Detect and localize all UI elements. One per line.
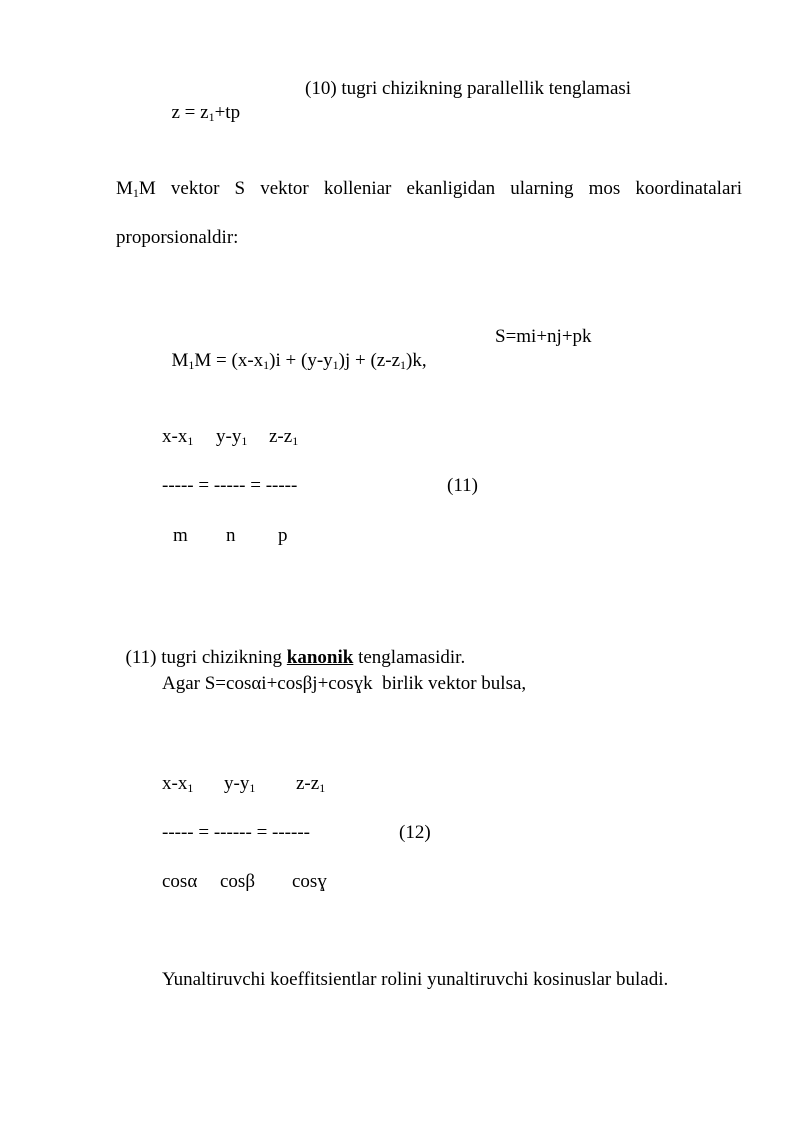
eq-part: y-y: [224, 773, 250, 794]
subscript: 1: [132, 186, 139, 200]
canonical-sentence: [116, 622, 465, 670]
eq11-label: (11): [447, 475, 478, 496]
subscript: 1: [400, 358, 406, 372]
eq12-dashes: ----- = ------ = ------: [162, 822, 310, 843]
subscript: 1: [188, 358, 195, 372]
eq12-label: (12): [399, 822, 431, 843]
subscript: 1: [208, 110, 215, 124]
eq-part: M = (x-x: [194, 350, 264, 371]
eq11-den1: m: [173, 525, 188, 546]
subscript: 1: [241, 434, 248, 448]
m-letter: M: [116, 178, 133, 199]
subscript: 1: [263, 358, 270, 372]
text: tenglamasidir.: [353, 647, 466, 668]
eq11-den2: n: [226, 525, 236, 546]
eq12-den2: cosβ: [220, 871, 255, 892]
eq12-den3: cosɣ: [292, 871, 327, 892]
subscript: 1: [187, 434, 194, 448]
equation-10-label: (10) tugri chizikning parallellik tenglamasi: [305, 78, 632, 99]
eq12-num1: [162, 772, 193, 796]
eq11-num1: [162, 425, 193, 449]
eq-part: M: [171, 350, 189, 371]
eq-part: x-x: [162, 426, 188, 447]
eq10-left: z = z: [171, 102, 209, 123]
subscript: 1: [249, 781, 256, 795]
eq-part: z-z: [296, 773, 320, 794]
text: (11) tugri chizikning: [125, 647, 287, 668]
eq-part: z-z: [269, 426, 293, 447]
eq-part: )j + (z-z: [338, 350, 400, 371]
subscript: 1: [292, 434, 299, 448]
paragraph-text: M vektor S vektor kolleniar ekanligidan ularning mos koordinatalari: [138, 178, 742, 199]
eq10-right: +tp: [214, 102, 241, 123]
subscript: 1: [187, 781, 194, 795]
paragraph-collinear: [116, 177, 742, 201]
agar-line: Agar S=cosαi+cosβj+cosɣk birlik vektor bulsa,: [162, 673, 527, 694]
eq11-den3: p: [278, 525, 288, 546]
eq12-num2: [224, 772, 255, 796]
eq11-num3: [269, 425, 298, 449]
subscript: 1: [332, 358, 339, 372]
kanonik-bold: kanonik: [286, 647, 354, 668]
eq12-den1: cosα: [162, 871, 198, 892]
eq11-dashes: ----- = ----- = -----: [162, 475, 298, 496]
eq-part: )k,: [406, 350, 427, 371]
eq-part: x-x: [162, 773, 188, 794]
subscript: 1: [319, 781, 326, 795]
eq-part: )i + (y-y: [269, 350, 333, 371]
eq12-num3: [296, 772, 325, 796]
paragraph-line2: proporsionaldir:: [116, 227, 239, 248]
equation-10: [162, 77, 240, 125]
vector-equation: [162, 325, 427, 373]
eq11-num2: [216, 425, 247, 449]
eq-part: y-y: [216, 426, 242, 447]
s-vector: S=mi+nj+pk: [495, 326, 592, 347]
conclusion: Yunaltiruvchi koeffitsientlar rolini yunaltiruvchi kosinuslar buladi.: [162, 969, 669, 990]
